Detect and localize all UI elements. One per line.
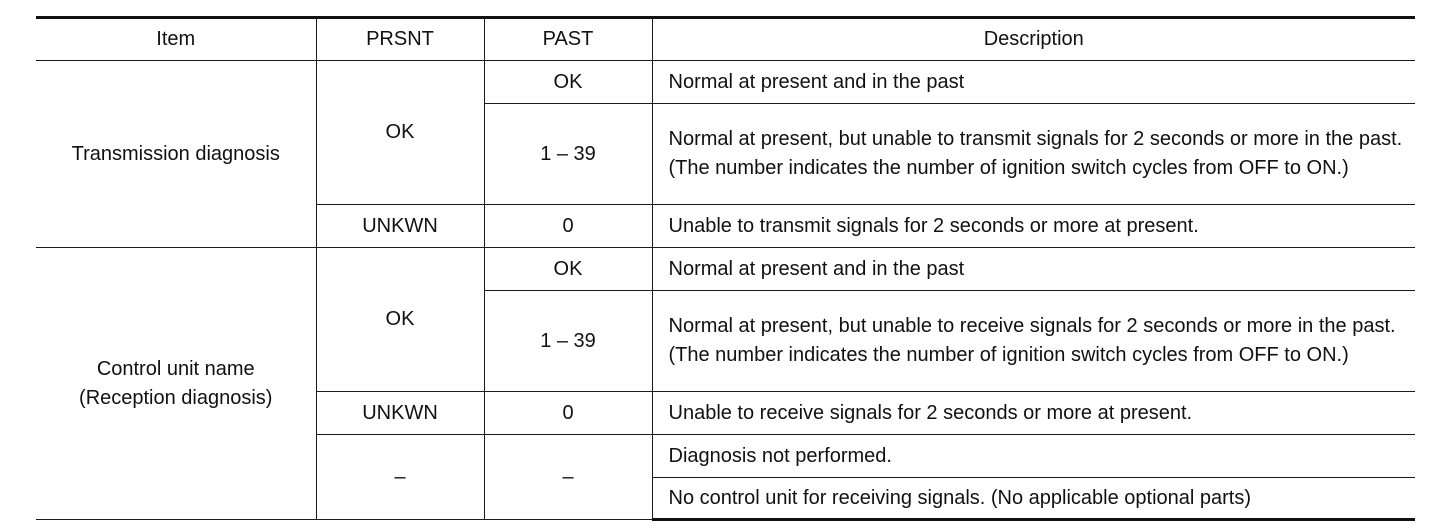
reception-item-line2: (Reception diagnosis) <box>79 386 273 409</box>
reception-desc-range: Normal at present, but unable to receive signals for 2 seconds or more in the past. (The number indicates the number of ignition switch cycles from OFF to ON.) <box>652 291 1415 392</box>
reception-prsnt-dash: – <box>316 435 484 520</box>
reception-past-range: 1 – 39 <box>484 291 652 392</box>
reception-past-dash: – <box>484 435 652 520</box>
transmission-past-range: 1 – 39 <box>484 104 652 205</box>
transmission-desc-unkwn: Unable to transmit signals for 2 seconds or more at present. <box>652 205 1415 248</box>
reception-desc-unkwn: Unable to receive signals for 2 seconds or more at present. <box>652 392 1415 435</box>
header-item: Item <box>36 18 316 61</box>
table-row <box>36 61 1415 104</box>
transmission-desc-ok: Normal at present and in the past <box>652 61 1415 104</box>
header-description: Description <box>652 18 1415 61</box>
transmission-prsnt-ok: OK <box>316 61 484 205</box>
table-row <box>36 248 1415 291</box>
table-header-row <box>36 18 1415 61</box>
reception-past-zero: 0 <box>484 392 652 435</box>
diagnosis-table <box>36 16 1415 521</box>
header-past: PAST <box>484 18 652 61</box>
reception-desc-no-unit: No control unit for receiving signals. (No applicable optional parts) <box>652 478 1415 520</box>
reception-item <box>36 248 316 520</box>
transmission-past-ok: OK <box>484 61 652 104</box>
reception-item-line1: Control unit name <box>96 357 255 380</box>
reception-prsnt-ok: OK <box>316 248 484 392</box>
reception-prsnt-unkwn: UNKWN <box>316 392 484 435</box>
transmission-desc-range: Normal at present, but unable to transmit signals for 2 seconds or more in the past. (The number indicates the number of ignition switch cycles from OFF to ON.) <box>652 104 1415 205</box>
reception-desc-ok: Normal at present and in the past <box>652 248 1415 291</box>
header-prsnt: PRSNT <box>316 18 484 61</box>
reception-past-ok: OK <box>484 248 652 291</box>
transmission-past-zero: 0 <box>484 205 652 248</box>
transmission-item: Transmission diagnosis <box>36 61 316 248</box>
transmission-prsnt-unkwn: UNKWN <box>316 205 484 248</box>
reception-desc-not-performed: Diagnosis not performed. <box>652 435 1415 478</box>
